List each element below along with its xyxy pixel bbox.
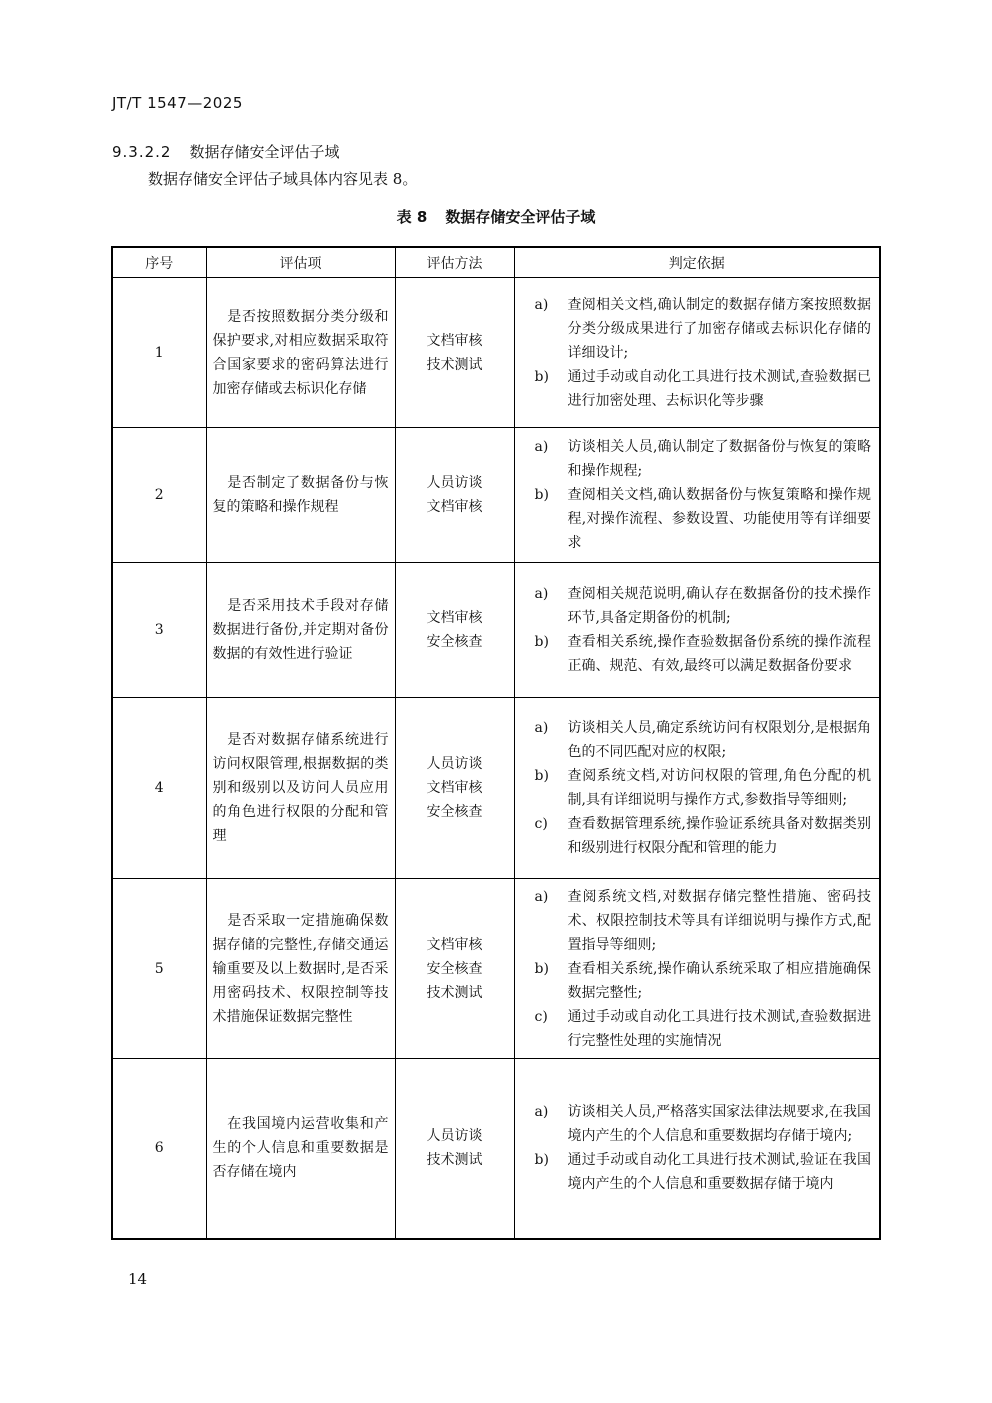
assessment-item-cell <box>206 428 395 563</box>
basis-list-item <box>535 1005 872 1053</box>
basis-text: 查阅相关文档,确认数据备份与恢复策略和操作规程,对操作流程、参数设置、功能使用等有详细要求 <box>567 487 871 551</box>
basis-marker: b) <box>534 768 549 784</box>
assessment-method: 安全核查 <box>426 960 483 977</box>
judgment-basis-cell <box>514 1059 880 1239</box>
assessment-item-text: 是否采取一定措施确保数据存储的完整性,存储交通运输重要及以上数据时,是否采用密码技术、权限控制等技术措施保证数据完整性 <box>212 912 389 1025</box>
basis-text: 查看相关系统,操作确认系统采取了相应措施确保数据完整性; <box>567 960 871 1001</box>
assessment-item-cell <box>206 879 395 1059</box>
basis-text: 查看数据管理系统,操作验证系统具备对数据类别和级别进行权限分配和管理的能力 <box>567 816 871 856</box>
basis-text: 查阅相关规范说明,确认存在数据备份的技术操作环节,具备定期备份的机制; <box>567 586 871 626</box>
assessment-method-cell <box>395 278 514 428</box>
assessment-item-cell <box>206 563 395 698</box>
table-row <box>112 428 880 563</box>
assessment-method: 人员访谈 <box>426 756 483 772</box>
basis-text: 查阅系统文档,对访问权限的管理,角色分配的机制,具有详细说明与操作方式,参数指导等细则; <box>567 768 871 808</box>
table-row <box>112 563 880 698</box>
section-number: 9.3.2.2 <box>112 143 172 161</box>
assessment-item-cell <box>206 1059 395 1239</box>
basis-text: 查阅系统文档,对数据存储完整性措施、密码技术、权限控制技术等具有详细说明与操作方式,配置指导等细则; <box>567 888 871 953</box>
judgment-basis-cell <box>514 428 880 563</box>
assessment-item-text: 是否按照数据分类分级和保护要求,对相应数据采取符合国家要求的密码算法进行加密存储或去标识化存储 <box>212 308 389 397</box>
judgment-basis-cell <box>514 563 880 698</box>
basis-marker: b) <box>534 634 549 650</box>
table-row <box>112 1059 880 1239</box>
table-number: 表 8 <box>396 208 428 226</box>
assessment-method-cell <box>395 563 514 698</box>
table-row <box>112 698 880 879</box>
basis-marker: a) <box>534 296 549 313</box>
basis-list-item <box>535 716 872 764</box>
basis-list-item <box>535 764 872 812</box>
basis-marker: c) <box>534 1008 548 1025</box>
assessment-method: 文档审核 <box>426 610 483 626</box>
assessment-method: 安全核查 <box>426 804 483 820</box>
basis-text: 访谈相关人员,确定系统访问有权限划分,是根据角色的不同匹配对应的权限; <box>567 720 871 760</box>
header-method: 评估方法 <box>395 247 514 278</box>
basis-list-item <box>535 582 872 630</box>
assessment-method-cell <box>395 698 514 879</box>
row-number: 5 <box>112 879 206 1059</box>
row-number: 2 <box>112 428 206 563</box>
assessment-method: 文档审核 <box>426 332 483 349</box>
basis-marker: a) <box>534 888 549 905</box>
assessment-method-cell <box>395 428 514 563</box>
basis-marker: b) <box>534 368 549 385</box>
table-row <box>112 879 880 1059</box>
basis-text: 访谈相关人员,确认制定了数据备份与恢复的策略和操作规程; <box>567 439 871 479</box>
standard-code: JT/T 1547—2025 <box>112 94 243 112</box>
basis-list-item <box>535 630 872 678</box>
section-title: 数据存储安全评估子域 <box>189 143 340 161</box>
assessment-item-text: 是否采用技术手段对存储数据进行备份,并定期对备份数据的有效性进行验证 <box>212 598 389 662</box>
table-header-row <box>112 247 880 278</box>
assessment-method-cell <box>395 879 514 1059</box>
basis-marker: b) <box>534 487 549 503</box>
table-title: 数据存储安全评估子域 <box>445 208 596 226</box>
basis-marker: c) <box>534 816 548 832</box>
assessment-item-text: 是否制定了数据备份与恢复的策略和操作规程 <box>212 475 389 515</box>
assessment-item-cell <box>206 698 395 879</box>
assessment-item-text: 是否对数据存储系统进行访问权限管理,根据数据的类别和级别以及访问人员应用的角色进行权限的分配和管理 <box>212 732 389 844</box>
basis-list-item <box>535 293 872 365</box>
assessment-method: 安全核查 <box>426 634 483 650</box>
basis-text: 通过手动或自动化工具进行技术测试,查验数据进行完整性处理的实施情况 <box>567 1008 871 1049</box>
assessment-method: 人员访谈 <box>426 1128 483 1145</box>
section-intro: 数据存储安全评估子域具体内容见表 8。 <box>148 170 418 188</box>
basis-marker: a) <box>534 586 549 602</box>
table-body <box>112 278 880 1239</box>
basis-list-item <box>535 1100 872 1148</box>
basis-marker: a) <box>534 720 549 736</box>
row-number: 1 <box>112 278 206 428</box>
judgment-basis-cell <box>514 698 880 879</box>
section-heading <box>112 141 340 162</box>
basis-marker: a) <box>534 1104 549 1121</box>
row-number: 3 <box>112 563 206 698</box>
header-no: 序号 <box>112 247 206 278</box>
table-row <box>112 278 880 428</box>
header-basis: 判定依据 <box>514 247 880 278</box>
assessment-method: 技术测试 <box>426 1152 483 1169</box>
basis-marker: b) <box>534 1152 549 1169</box>
table-caption <box>0 206 992 227</box>
basis-list-item <box>535 483 872 555</box>
basis-list-item <box>535 1148 872 1196</box>
assessment-method: 文档审核 <box>426 499 483 515</box>
assessment-method: 文档审核 <box>426 780 483 796</box>
basis-text: 通过手动或自动化工具进行技术测试,验证在我国境内产生的个人信息和重要数据存储于境内 <box>567 1152 871 1193</box>
basis-list-item <box>535 435 872 483</box>
row-number: 4 <box>112 698 206 879</box>
assessment-method: 文档审核 <box>426 936 483 953</box>
assessment-method: 技术测试 <box>426 356 483 373</box>
basis-text: 查看相关系统,操作查验数据备份系统的操作流程正确、规范、有效,最终可以满足数据备份要求 <box>567 634 871 674</box>
basis-text: 访谈相关人员,严格落实国家法律法规要求,在我国境内产生的个人信息和重要数据均存储于境内; <box>567 1104 871 1145</box>
row-number: 6 <box>112 1059 206 1239</box>
basis-list-item <box>535 365 872 413</box>
header-item: 评估项 <box>206 247 395 278</box>
judgment-basis-cell <box>514 879 880 1059</box>
basis-marker: a) <box>534 439 549 455</box>
assessment-item-text: 在我国境内运营收集和产生的个人信息和重要数据是否存储在境内 <box>212 1116 389 1181</box>
assessment-method: 技术测试 <box>426 984 483 1001</box>
assessment-method-cell <box>395 1059 514 1239</box>
basis-list-item <box>535 957 872 1005</box>
basis-marker: b) <box>534 960 549 977</box>
assessment-item-cell <box>206 278 395 428</box>
basis-text: 通过手动或自动化工具进行技术测试,查验数据已进行加密处理、去标识化等步骤 <box>567 368 871 409</box>
assessment-table <box>111 246 881 1240</box>
assessment-method: 人员访谈 <box>426 475 483 491</box>
basis-text: 查阅相关文档,确认制定的数据存储方案按照数据分类分级成果进行了加密存储或去标识化存储的详细设计; <box>567 296 871 361</box>
basis-list-item <box>535 812 872 860</box>
judgment-basis-cell <box>514 278 880 428</box>
page-number: 14 <box>128 1270 148 1288</box>
basis-list-item <box>535 885 872 957</box>
